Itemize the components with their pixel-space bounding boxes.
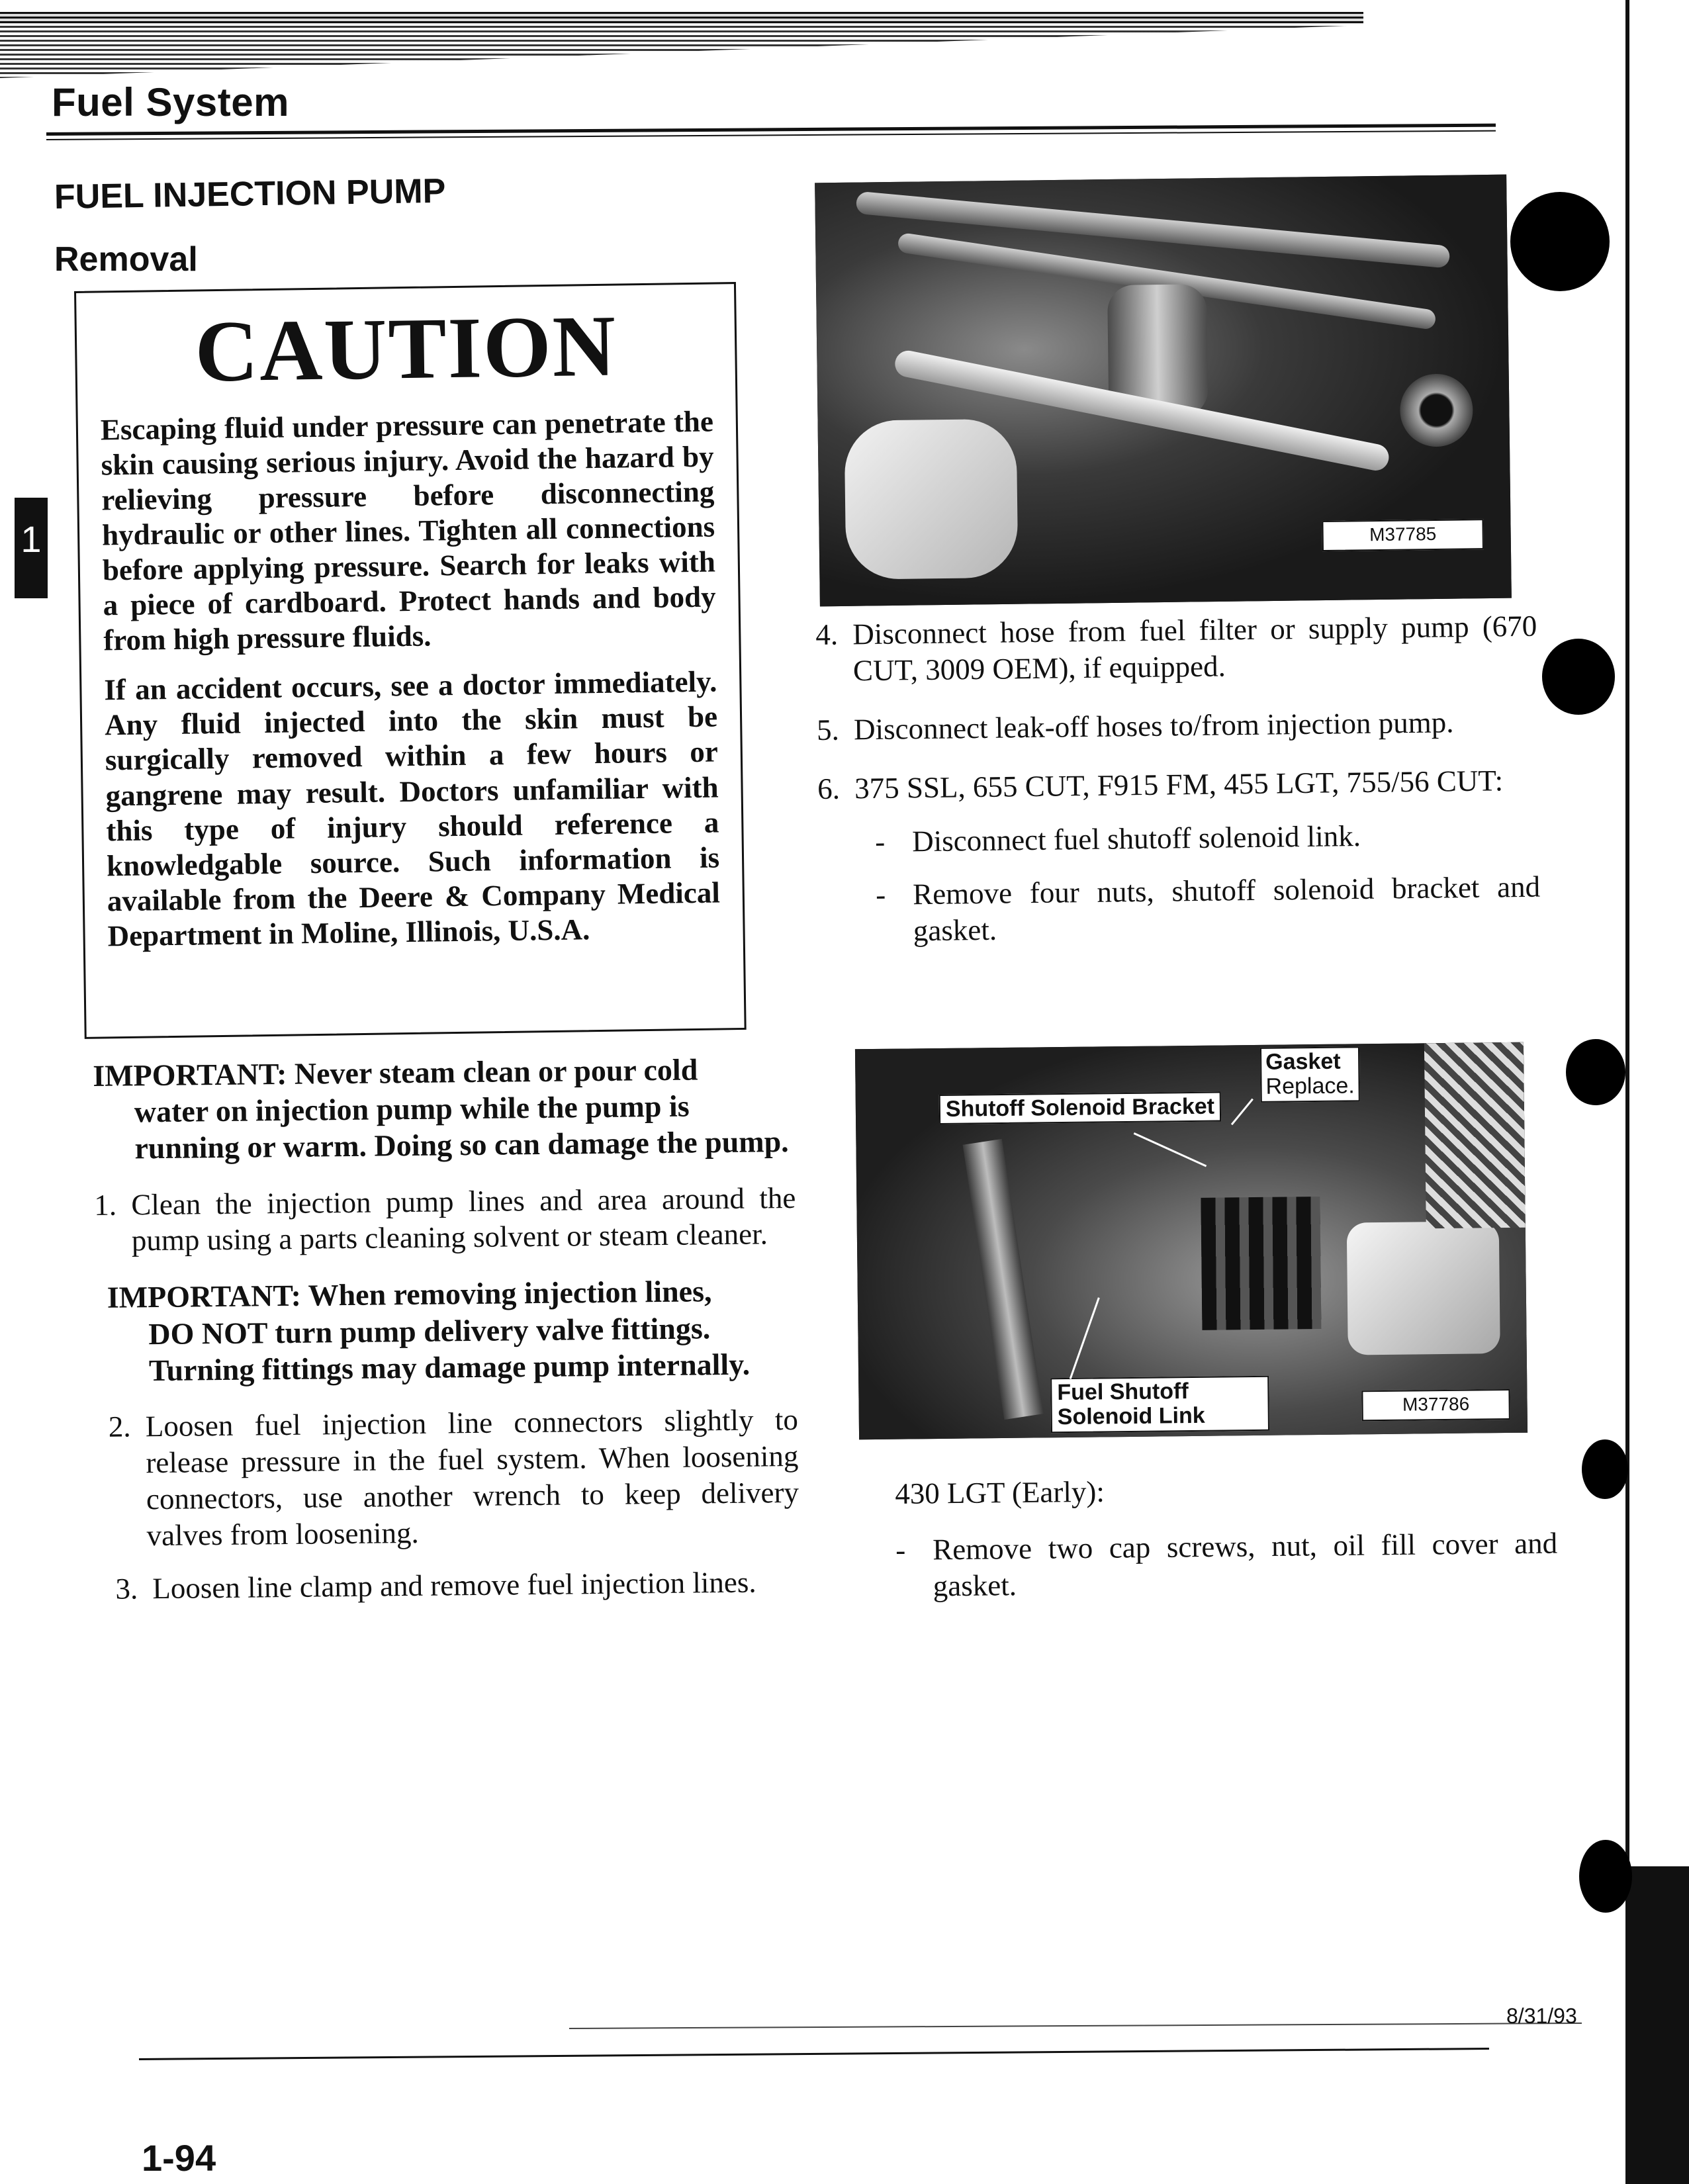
important-first-line: When removing injection lines, [308, 1274, 712, 1312]
caution-paragraph: If an accident occurs, see a doctor immediately. Any fluid injected into the skin must be surgically removed within a few hours or gangrene may result. Doctors unfamiliar with this type of injury should reference a knowledgable source. Such information is available from the Deere & Company Medical Department in Moline, Illinois, U.S.A. [104, 664, 721, 953]
binder-hole-icon [1582, 1439, 1628, 1499]
important-text: water on injection pump while the pump is running or warm. Doing so can damage the pump. [134, 1089, 789, 1165]
step-item [97, 1402, 799, 1555]
important-label: IMPORTANT: [93, 1056, 287, 1093]
page-right-edge-shadow [1629, 1866, 1689, 2184]
caution-paragraph: Escaping fluid under pressure can penetrate the skin causing serious injury. Avoid the hazard by relieving pressure before disconnecting hydraulic or other lines. Tighten all connections before applying pressure. Search for leaks with a piece of cardboard. Protect hands and body from high pressure fluids. [100, 404, 716, 657]
step-item [94, 1179, 796, 1259]
page-heading: FUEL INJECTION PUMP [54, 171, 446, 216]
callout-fuel-shutoff-solenoid-link: Fuel Shutoff Solenoid Link [1050, 1376, 1269, 1433]
photo-injection-lines [815, 175, 1512, 607]
page-number: 1-94 [142, 2137, 216, 2179]
section-tab: 1 [15, 498, 48, 598]
right-column [815, 608, 1541, 951]
callout-gasket-note: Replace. [1265, 1073, 1355, 1100]
step-text: Disconnect hose from fuel filter or supply pump (670 CUT, 3009 OEM), if equipped. [852, 609, 1537, 688]
callout-leader [1134, 1132, 1207, 1167]
sub-step [895, 1525, 1558, 1604]
callout-shutoff-solenoid-bracket: Shutoff Solenoid Bracket [939, 1092, 1222, 1125]
scan-top-stripes [0, 12, 1363, 78]
binder-hole-icon [1566, 1039, 1625, 1105]
step-text: Clean the injection pump lines and area around the pump using a parts cleaning solvent or steam cleaner. [131, 1181, 796, 1257]
important-label: IMPORTANT: [107, 1279, 302, 1315]
step-text: Loosen line clamp and remove fuel injection lines. [152, 1566, 756, 1606]
sub-step-dash: - [874, 825, 886, 858]
callout-leader [1231, 1099, 1254, 1126]
footer-rule [139, 2048, 1489, 2060]
step-number: 5. [816, 713, 840, 747]
sub-step-text: Disconnect fuel shutoff solenoid link. [911, 819, 1361, 858]
binder-hole-icon [1510, 192, 1610, 291]
caution-box [74, 282, 747, 1039]
step-text: 375 SSL, 655 CUT, F915 FM, 455 LGT, 755/56 CUT: [854, 763, 1504, 805]
step-text: Loosen fuel injection line connectors slightly to release pressure in the fuel system. When loosening connectors, use another wrench to keep delivery valves from loosening. [145, 1402, 799, 1552]
step-number: 1. [94, 1188, 117, 1222]
step-number: 4. [815, 617, 839, 651]
step-item [98, 1564, 800, 1608]
sub-step-dash: - [895, 1533, 906, 1567]
important-note [93, 1050, 796, 1167]
lgt430-heading: 430 LGT (Early): [895, 1475, 1105, 1510]
step-text: Disconnect leak-off hoses to/from injection pump. [853, 705, 1454, 747]
important-first-line: Never steam clean or pour cold [294, 1052, 698, 1091]
sub-step-text: Remove two cap screws, nut, oil fill cover and gasket. [932, 1526, 1558, 1603]
section-title: Fuel System [52, 80, 289, 124]
footer-rule-upper [569, 2023, 1582, 2029]
footer-date: 8/31/93 [1506, 2004, 1577, 2028]
step-item [815, 608, 1537, 690]
step-number: 2. [108, 1410, 131, 1443]
lgt430-section [895, 1469, 1558, 1605]
caution-title: CAUTION [194, 296, 617, 400]
figure-id: M37786 [1361, 1389, 1510, 1421]
title-rule [46, 124, 1496, 136]
photo-solenoid [855, 1042, 1528, 1440]
page-subheading: Removal [54, 240, 198, 279]
binder-hole-icon [1579, 1840, 1632, 1913]
page-right-edge [1625, 0, 1689, 2184]
callout-gasket-title: Gasket [1265, 1048, 1341, 1075]
hand-image [844, 419, 1019, 580]
step-number: 6. [817, 772, 841, 805]
binder-hole-icon [1542, 639, 1615, 715]
callout-gasket [1260, 1046, 1360, 1102]
figure-id: M37785 [1322, 519, 1484, 551]
callout-leader [1070, 1297, 1100, 1379]
sub-step [819, 869, 1541, 950]
sub-step-dash: - [875, 878, 886, 912]
left-column [93, 1050, 800, 1608]
step-number: 3. [115, 1572, 138, 1606]
sub-step-text: Remove four nuts, shutoff solenoid bracket and gasket. [912, 870, 1541, 948]
important-text: DO NOT turn pump delivery valve fittings. Turning fittings may damage pump internally. [148, 1310, 751, 1387]
important-note [95, 1272, 798, 1389]
